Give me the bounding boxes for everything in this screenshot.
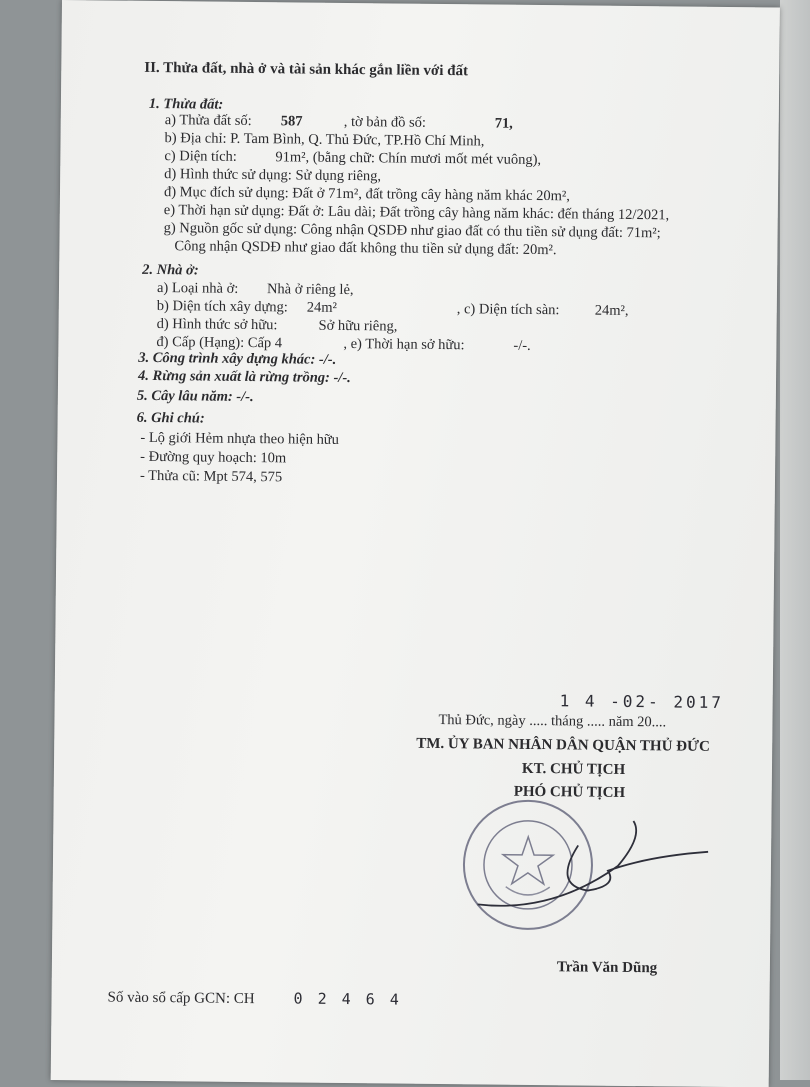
house-build-area-label: b) Diện tích xây dựng: <box>156 298 288 316</box>
land-parcel-label: a) Thửa đất số: <box>164 112 252 129</box>
land-area-label: c) Diện tích: <box>164 148 237 165</box>
land-area-value: 91m², (bằng chữ: Chín mươi mốt mét vuông), <box>275 149 542 169</box>
land-use-term: e) Thời hạn sử dụng: Đất ở: Lâu dài; Đất trồng cây hàng năm khác: đến tháng 12/2021, <box>163 202 670 224</box>
house-term-label: , e) Thời hạn sở hữu: <box>343 335 465 354</box>
stamped-date: 1 4 -02- 2017 <box>559 691 725 712</box>
land-map-label: , tờ bản đồ số: <box>343 113 427 131</box>
perennial-trees: 5. Cây lâu năm: -/-. <box>136 387 254 406</box>
house-term-value: -/-. <box>513 337 531 354</box>
house-grade: đ) Cấp (Hạng): Cấp 4 <box>156 334 283 352</box>
other-construction: 3. Công trình xây dựng khác: -/-. <box>138 349 337 368</box>
signer-delegation: KT. CHỦ TỊCH <box>521 760 626 778</box>
note-item: - Thửa cũ: Mpt 574, 575 <box>139 467 283 486</box>
registry-label: Số vào sổ cấp GCN: CH <box>107 989 255 1008</box>
land-address: b) Địa chỉ: P. Tam Bình, Q. Thủ Đức, TP.Hồ Chí Minh, <box>164 130 485 150</box>
registry-number: 0 2 4 6 4 <box>293 989 402 1009</box>
house-build-area-value: 24m² <box>306 299 338 316</box>
production-forest: 4. Rừng sản xuất là rừng trồng: -/-. <box>137 367 351 387</box>
house-ownership-label: d) Hình thức sở hữu: <box>156 316 278 334</box>
note-item: - Lộ giới Hẻm nhựa theo hiện hữu <box>140 429 340 448</box>
land-parcel-number: 587 <box>280 113 303 130</box>
land-origin-1: g) Nguồn gốc sử dụng: Công nhận QSDĐ như giao đất có thu tiền sử dụng đất: 71m²; <box>163 220 661 242</box>
issuing-authority: TM. ỦY BAN NHÂN DÂN QUẬN THỦ ĐỨC <box>416 735 710 755</box>
land-use-form: d) Hình thức sử dụng: Sử dụng riêng, <box>164 166 382 185</box>
house-type-label: a) Loại nhà ở: <box>156 280 239 297</box>
house-floor-area-value: 24m², <box>594 302 629 319</box>
land-heading: 1. Thửa đất: <box>148 95 224 113</box>
land-map-number: 71, <box>494 115 513 132</box>
house-type-value: Nhà ở riêng lẻ, <box>266 281 354 299</box>
page-edge <box>780 0 810 1080</box>
house-ownership-value: Sở hữu riêng, <box>318 317 398 335</box>
date-line: Thủ Đức, ngày ..... tháng ..... năm 20.... <box>438 711 667 731</box>
official-seal-and-signature <box>457 794 719 957</box>
section-title: II. Thửa đất, nhà ở và tài sản khác gắn liền với đất <box>144 59 469 80</box>
certificate-page <box>51 0 780 1087</box>
land-use-purpose: đ) Mục đích sử dụng: Đất ở 71m², đất trồng cây hàng năm khác 20m², <box>163 184 571 205</box>
note-item: - Đường quy hoạch: 10m <box>140 448 287 467</box>
house-heading: 2. Nhà ở: <box>142 261 199 279</box>
land-origin-2: Công nhận QSDĐ như giao đất không thu tiền sử dụng đất: 20m². <box>174 238 557 259</box>
signer-title: PHÓ CHỦ TỊCH <box>513 783 626 801</box>
house-floor-area-label: , c) Diện tích sàn: <box>456 301 560 319</box>
signer-name: Trần Văn Dũng <box>556 959 658 977</box>
notes-heading: 6. Ghi chú: <box>136 409 205 427</box>
